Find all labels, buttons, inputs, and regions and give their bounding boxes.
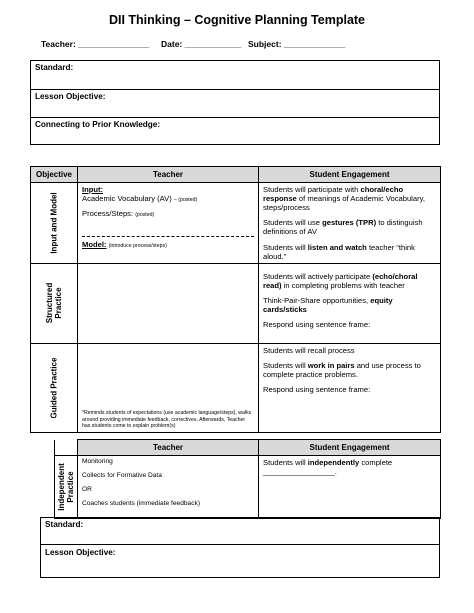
- structured-teacher-cell[interactable]: [78, 263, 259, 343]
- input-model-label: Input and Model: [49, 192, 59, 254]
- standard-label: Standard:: [35, 63, 74, 72]
- engagement-item: Students will use gestures (TPR) to distinguish definitions of AV: [263, 218, 423, 237]
- independent-table: [54, 439, 441, 519]
- lesson-objective-label: Lesson Objective:: [35, 92, 106, 101]
- input-model-teacher-cell[interactable]: [78, 183, 259, 264]
- process-label: Process/Steps:: [82, 209, 134, 219]
- vocab-label: Academic Vocabulary (AV): [82, 194, 172, 204]
- model-heading: Model:: [82, 239, 107, 249]
- engagement-item: Students will actively participate (echo/choral read) in completing problems with teacher: [263, 271, 418, 290]
- vocab-note: – (posted): [173, 197, 198, 204]
- guided-engagement-cell[interactable]: [259, 343, 441, 432]
- structured-engagement-cell[interactable]: [259, 263, 441, 343]
- engagement-header: Student Engagement: [259, 167, 441, 183]
- standard-label: Standard:: [45, 520, 84, 529]
- engagement-item: Students will participate with choral/echo response of meanings of Academic Vocabulary, steps/process: [263, 185, 425, 213]
- guided-teacher-cell[interactable]: [78, 343, 259, 432]
- process-note: (posted): [135, 212, 155, 219]
- input-heading: Input:: [82, 185, 104, 194]
- top-standards-box: [30, 60, 440, 145]
- input-model-engagement-cell[interactable]: [259, 183, 441, 264]
- structured-label-cell: [31, 263, 78, 343]
- input-model-label-cell: [31, 183, 78, 264]
- teacher-item: Collects for Formative Data: [82, 471, 162, 479]
- divider: [41, 544, 439, 545]
- engagement-item: Students will independently complete _________________.: [263, 458, 393, 477]
- model-note: (introduce process/steps): [108, 242, 167, 249]
- engagement-item: Students will listen and watch teacher “think aloud.”: [263, 242, 415, 261]
- dashed-divider: [82, 236, 254, 237]
- bottom-standards-box: [40, 517, 440, 578]
- structured-label: Structured Practice: [44, 283, 63, 324]
- date-field[interactable]: Date: ____________: [161, 39, 242, 49]
- engagement-item: Respond using sentence frame:: [263, 385, 371, 395]
- page-title: DII Thinking – Cognitive Planning Template: [108, 13, 366, 27]
- teacher-field[interactable]: Teacher: _______________: [41, 39, 150, 49]
- independent-teacher-cell[interactable]: [78, 456, 259, 519]
- teacher-item: Coaches students (immediate feedback): [82, 499, 201, 507]
- lesson-objective-label: Lesson Objective:: [45, 548, 116, 557]
- divider: [31, 117, 439, 118]
- independent-label-cell: [55, 456, 78, 519]
- teacher-header: Teacher: [78, 167, 259, 183]
- objective-header: Objective: [31, 167, 78, 183]
- engagement-item: Respond using sentence frame:: [263, 320, 371, 330]
- connecting-label: Connecting to Prior Knowledge:: [35, 120, 161, 129]
- independent-teacher-header: Teacher: [78, 440, 259, 456]
- independent-engagement-header: Student Engagement: [259, 440, 441, 456]
- teacher-item: Monitoring: [82, 458, 113, 465]
- engagement-item: Think-Pair-Share opportunities, equity cards/sticks: [263, 295, 393, 315]
- teacher-item: OR: [82, 485, 92, 493]
- guided-teacher-note: *Reminds students of expectations (use academic language/steps), walks around providing immediate feedback, correctives. Afterwards, Teacher has students come to explain problem(s): [82, 410, 252, 430]
- divider: [31, 89, 439, 90]
- subject-field[interactable]: Subject: _____________: [248, 39, 346, 49]
- engagement-item: Students will work in pairs and use process to complete practice problems.: [263, 360, 421, 379]
- engagement-item: Students will recall process: [263, 345, 355, 355]
- independent-label: Independent Practice: [56, 463, 75, 511]
- guided-label-cell: [31, 343, 78, 432]
- independent-engagement-cell[interactable]: [259, 456, 441, 519]
- planning-table: [30, 166, 441, 433]
- guided-label: Guided Practice: [49, 357, 59, 419]
